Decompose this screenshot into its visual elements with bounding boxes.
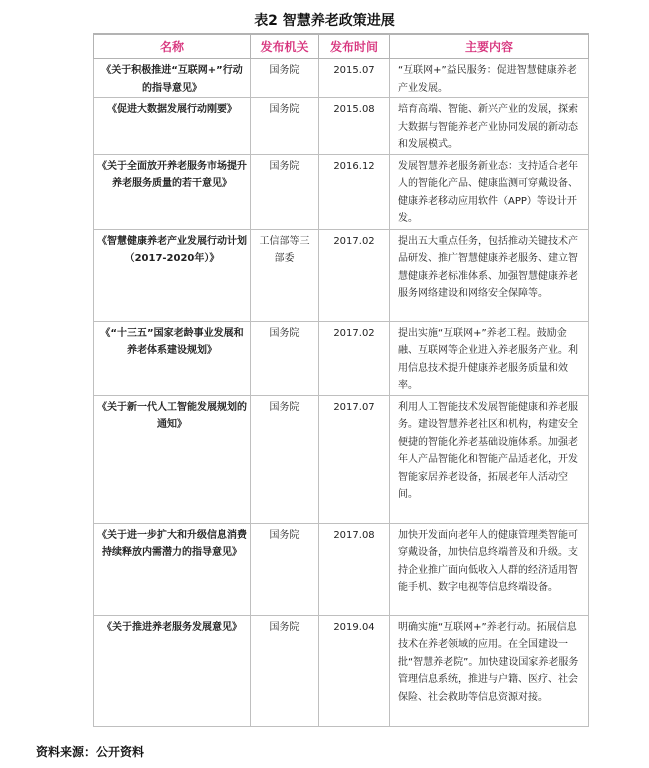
policy-publisher: 国务院 — [251, 395, 319, 523]
policy-publisher: 工信部等三部委 — [251, 229, 319, 321]
header-row — [94, 34, 589, 59]
policy-content: 利用人工智能技术发展智能健康和养老服务。建设智慧养老社区和机构，构建安全便捷的智能化养老基础设施体系。加强老年人产品智能化和智能产品适老化，开发智能家居养老设备，拓展老年人活动空间。 — [390, 395, 589, 523]
policy-publisher: 国务院 — [251, 154, 319, 229]
table-row — [94, 98, 589, 155]
source-note: 资料来源：公开资料 — [36, 745, 145, 759]
policy-name: 《促进大数据发展行动刚要》 — [94, 98, 251, 155]
table-row — [94, 395, 589, 523]
policy-name: 《关于新一代人工智能发展规划的通知》 — [94, 395, 251, 523]
policy-content: 加快开发面向老年人的健康管理类智能可穿戴设备，加快信息终端普及和升级。支持企业推广面向低收入人群的经济适用智能手机、数字电视等信息终端设备。 — [390, 523, 589, 615]
table-body — [94, 59, 589, 727]
table-header — [94, 34, 589, 59]
policy-name: 《关于进一步扩大和升级信息消费持续释放内需潜力的指导意见》 — [94, 523, 251, 615]
policy-date: 2017.08 — [319, 523, 390, 615]
policy-publisher: 国务院 — [251, 523, 319, 615]
policy-name: 《关于全面放开养老服务市场提升养老服务质量的若干意见》 — [94, 154, 251, 229]
table-row — [94, 523, 589, 615]
policy-content: 提出实施“互联网+”养老工程。鼓励金融、互联网等企业进入养老服务产业。利用信息技术提升健康养老服务质量和效率。 — [390, 321, 589, 395]
header-date: 发布时间 — [319, 34, 390, 59]
policy-publisher: 国务院 — [251, 59, 319, 98]
policy-publisher: 国务院 — [251, 321, 319, 395]
table-row — [94, 154, 589, 229]
policy-date: 2016.12 — [319, 154, 390, 229]
header-publisher: 发布机关 — [251, 34, 319, 59]
policy-content: 发展智慧养老服务新业态：支持适合老年人的智能化产品、健康监测可穿戴设备、健康养老移动应用软件（APP）等设计开发。 — [390, 154, 589, 229]
policy-date: 2019.04 — [319, 615, 390, 726]
table-row — [94, 229, 589, 321]
table-title: 表2 智慧养老政策进展 — [254, 13, 395, 29]
policy-name: 《关于积极推进“互联网+”行动的指导意见》 — [94, 59, 251, 98]
header-name: 名称 — [94, 34, 251, 59]
table-row — [94, 615, 589, 726]
policy-name: 《“十三五”国家老龄事业发展和养老体系建设规划》 — [94, 321, 251, 395]
policy-publisher: 国务院 — [251, 615, 319, 726]
policy-date: 2017.02 — [319, 321, 390, 395]
policy-table — [93, 33, 589, 727]
policy-date: 2017.07 — [319, 395, 390, 523]
policy-date: 2017.02 — [319, 229, 390, 321]
header-content: 主要内容 — [390, 34, 589, 59]
policy-date: 2015.07 — [319, 59, 390, 98]
policy-date: 2015.08 — [319, 98, 390, 155]
policy-content: 培育高端、智能、新兴产业的发展，探索大数据与智能养老产业协同发展的新动态和发展模式。 — [390, 98, 589, 155]
policy-name: 《智慧健康养老产业发展行动计划（2017-2020年）》 — [94, 229, 251, 321]
policy-publisher: 国务院 — [251, 98, 319, 155]
policy-content: 明确实施“互联网+”养老行动。拓展信息技术在养老领域的应用。在全国建设一批“智慧养老院”。加快建设国家养老服务管理信息系统，推进与户籍、医疗、社会保险、社会救助等信息资源对接。 — [390, 615, 589, 726]
table-row — [94, 321, 589, 395]
policy-content: 提出五大重点任务，包括推动关键技术产品研发、推广智慧健康养老服务、建立智慧健康养老标准体系、加强智慧健康养老服务网络建设和网络安全保障等。 — [390, 229, 589, 321]
table-row — [94, 59, 589, 98]
policy-name: 《关于推进养老服务发展意见》 — [94, 615, 251, 726]
policy-content: “互联网+”益民服务：促进智慧健康养老产业发展。 — [390, 59, 589, 98]
